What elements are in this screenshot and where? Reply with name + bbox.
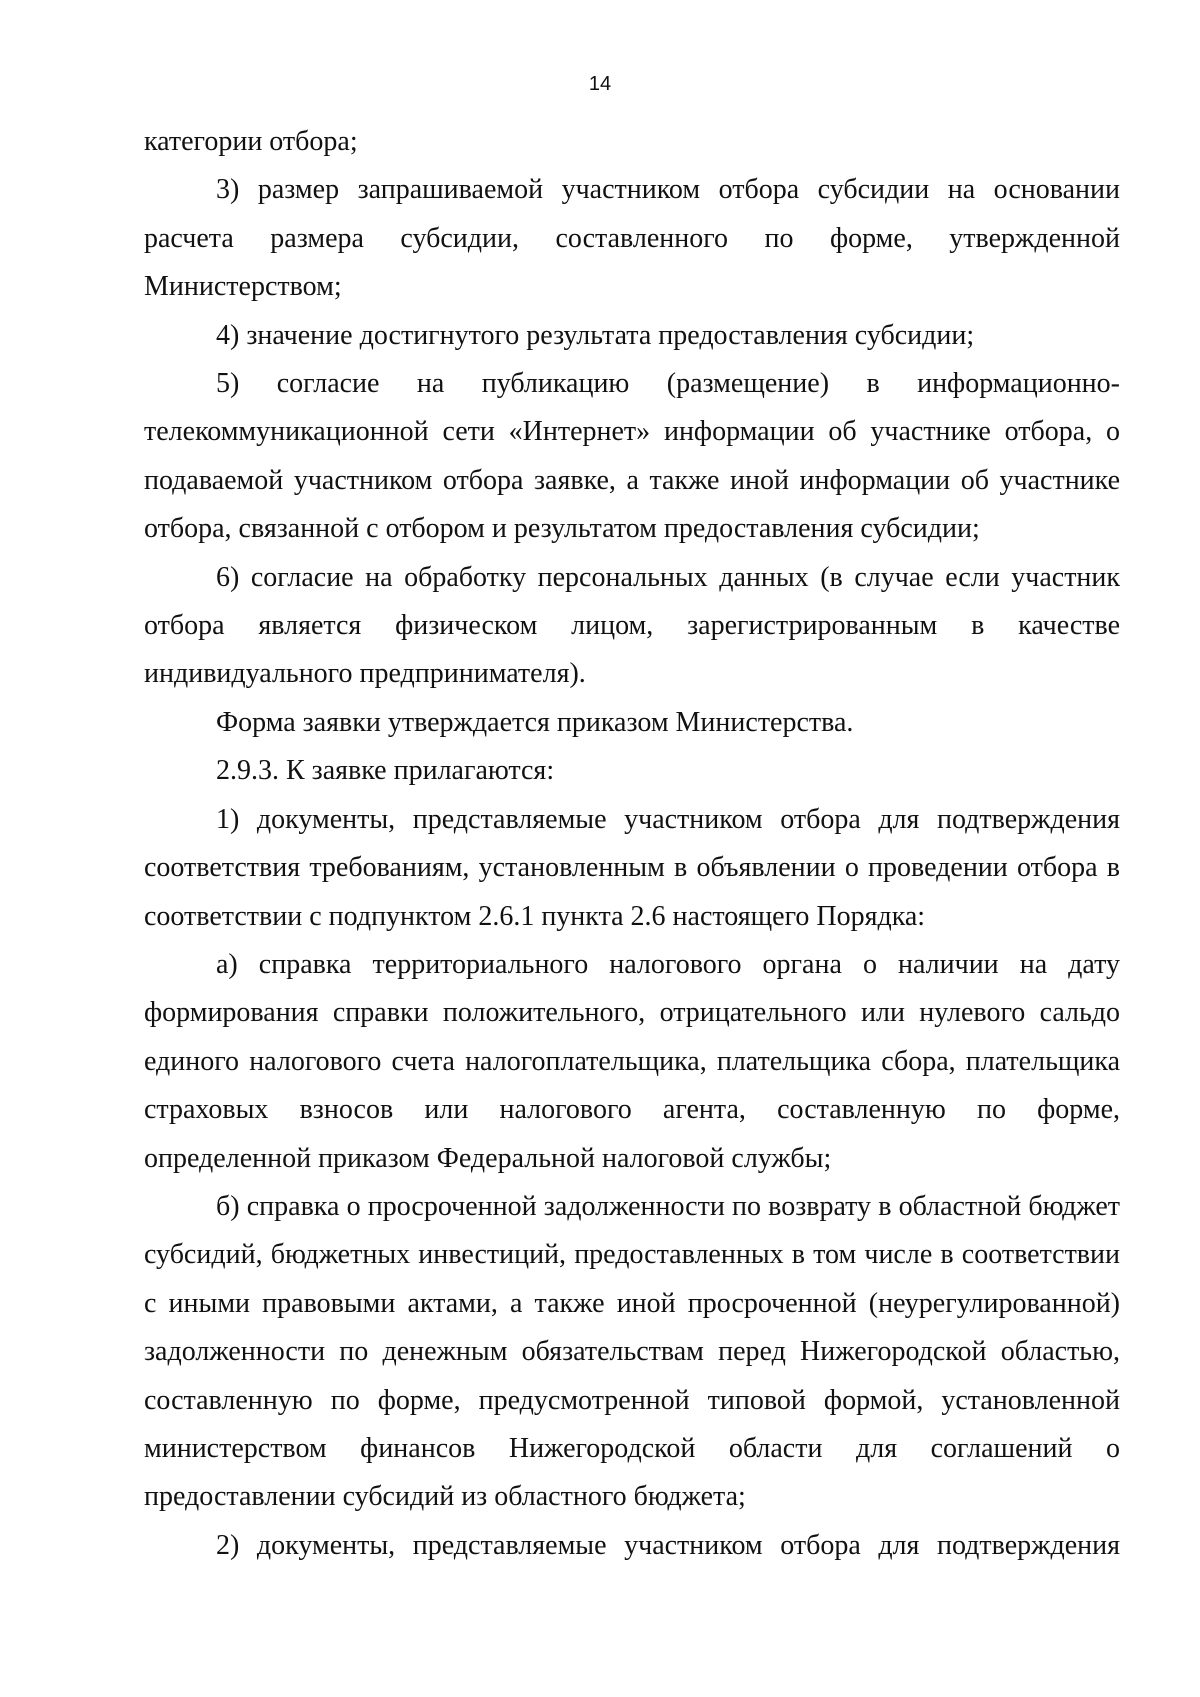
paragraph-item-5-publication-consent: 5) согласие на публикацию (размещение) в информационно-телекоммуникационной сети «Интернет» информации об участнике отбора, о подаваемой участником отбора заявке, а также иной информации об участнике отбора, связанной с отбором и результатом предоставления субсидии;: [144, 368, 1120, 545]
paragraph-item-4-result-value: 4) значение достигнутого результата предоставления субсидии;: [216, 319, 975, 351]
document-body: [144, 118, 1120, 1570]
page-number: 14: [588, 73, 612, 95]
paragraph-item-3-subsidy-amount: 3) размер запрашиваемой участником отбора субсидии на основании расчета размера субсидии, составленного по форме, утвержденной Министерством;: [144, 174, 1120, 303]
paragraph-application-form: Форма заявки утверждается приказом Министерства.: [216, 706, 854, 738]
paragraph-subitem-b-debt-certificate: б) справка о просроченной задолженности по возврату в областной бюджет субсидий, бюджетных инвестиций, предоставленных в том числе в соответствии с иными правовыми актами, а также иной просроченной (неурегулированной) задолженности по денежным обязательствам перед Нижегородской областью, составленную по форме, предусмотренной типовой формой, установленной министерством финансов Нижегородской области для соглашений о предоставлении субсидий из областного бюджета;: [144, 1190, 1120, 1513]
paragraph-item-2-documents: 2) документы, представляемые участником отбора для подтверждения: [216, 1529, 1120, 1561]
paragraph-clause-2-9-3: 2.9.3. К заявке прилагаются:: [216, 755, 555, 787]
paragraph-item-1-documents: 1) документы, представляемые участником отбора для подтверждения соответствия требованиям, установленным в объявлении о проведении отбора в соответствии с подпунктом 2.6.1 пункта 2.6 настоящего Порядка:: [144, 803, 1120, 932]
paragraph-subitem-a-tax-certificate: а) справка территориального налогового органа о наличии на дату формирования справки положительного, отрицательного или нулевого сальдо единого налогового счета налогоплательщика, плательщика сбора, плательщика страховых взносов или налогового агента, составленную по форме, определенной приказом Федеральной налоговой службы;: [144, 948, 1120, 1174]
paragraph-selection-categories: категории отбора;: [144, 126, 358, 157]
paragraph-item-6-personal-data-consent: 6) согласие на обработку персональных данных (в случае если участник отбора является физическом лицом, зарегистрированным в качестве индивидуального предпринимателя).: [144, 561, 1120, 690]
